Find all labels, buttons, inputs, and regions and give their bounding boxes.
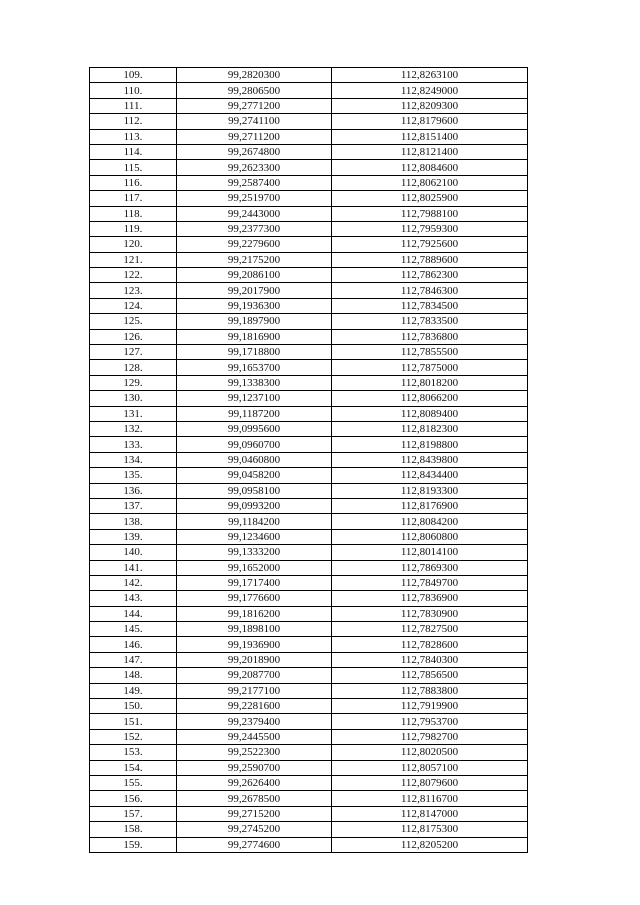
longitude-cell: 99,2741100 xyxy=(177,114,332,129)
point-number-cell: 111. xyxy=(90,98,177,113)
latitude-cell: 112,7925600 xyxy=(332,237,528,252)
latitude-cell: 112,7833500 xyxy=(332,314,528,329)
longitude-cell: 99,2445500 xyxy=(177,729,332,744)
table-row xyxy=(90,345,528,360)
longitude-cell: 99,2626400 xyxy=(177,775,332,790)
latitude-cell: 112,8179600 xyxy=(332,114,528,129)
point-number-cell: 121. xyxy=(90,252,177,267)
latitude-cell: 112,8020500 xyxy=(332,745,528,760)
table-row xyxy=(90,129,528,144)
longitude-cell: 99,2678500 xyxy=(177,791,332,806)
longitude-cell: 99,2623300 xyxy=(177,160,332,175)
table-row xyxy=(90,668,528,683)
table-row xyxy=(90,775,528,790)
latitude-cell: 112,7988100 xyxy=(332,206,528,221)
table-row xyxy=(90,714,528,729)
point-number-cell: 143. xyxy=(90,591,177,606)
latitude-cell: 112,8084200 xyxy=(332,514,528,529)
longitude-cell: 99,2175200 xyxy=(177,252,332,267)
table-row xyxy=(90,806,528,821)
point-number-cell: 152. xyxy=(90,729,177,744)
longitude-cell: 99,2522300 xyxy=(177,745,332,760)
point-number-cell: 157. xyxy=(90,806,177,821)
latitude-cell: 112,8018200 xyxy=(332,375,528,390)
table-row xyxy=(90,268,528,283)
table-row xyxy=(90,252,528,267)
point-number-cell: 150. xyxy=(90,699,177,714)
latitude-cell: 112,7919900 xyxy=(332,699,528,714)
table-row xyxy=(90,160,528,175)
latitude-cell: 112,7840300 xyxy=(332,652,528,667)
coordinate-table-body xyxy=(90,68,528,853)
point-number-cell: 125. xyxy=(90,314,177,329)
point-number-cell: 116. xyxy=(90,175,177,190)
table-row xyxy=(90,729,528,744)
longitude-cell: 99,0958100 xyxy=(177,483,332,498)
longitude-cell: 99,0995600 xyxy=(177,421,332,436)
point-number-cell: 158. xyxy=(90,822,177,837)
point-number-cell: 137. xyxy=(90,498,177,513)
longitude-cell: 99,0960700 xyxy=(177,437,332,452)
point-number-cell: 156. xyxy=(90,791,177,806)
latitude-cell: 112,7846300 xyxy=(332,283,528,298)
latitude-cell: 112,8060800 xyxy=(332,529,528,544)
table-row xyxy=(90,406,528,421)
point-number-cell: 115. xyxy=(90,160,177,175)
longitude-cell: 99,2715200 xyxy=(177,806,332,821)
point-number-cell: 136. xyxy=(90,483,177,498)
latitude-cell: 112,8434400 xyxy=(332,468,528,483)
point-number-cell: 110. xyxy=(90,83,177,98)
latitude-cell: 112,8066200 xyxy=(332,391,528,406)
latitude-cell: 112,8084600 xyxy=(332,160,528,175)
table-row xyxy=(90,560,528,575)
point-number-cell: 113. xyxy=(90,129,177,144)
longitude-cell: 99,2806500 xyxy=(177,83,332,98)
point-number-cell: 149. xyxy=(90,683,177,698)
table-row xyxy=(90,837,528,852)
latitude-cell: 112,8198800 xyxy=(332,437,528,452)
longitude-cell: 99,2674800 xyxy=(177,144,332,159)
latitude-cell: 112,7855500 xyxy=(332,345,528,360)
longitude-cell: 99,1816200 xyxy=(177,606,332,621)
longitude-cell: 99,1234600 xyxy=(177,529,332,544)
table-row xyxy=(90,98,528,113)
latitude-cell: 112,8121400 xyxy=(332,144,528,159)
longitude-cell: 99,2017900 xyxy=(177,283,332,298)
point-number-cell: 142. xyxy=(90,575,177,590)
latitude-cell: 112,8193300 xyxy=(332,483,528,498)
table-row xyxy=(90,221,528,236)
latitude-cell: 112,7875000 xyxy=(332,360,528,375)
point-number-cell: 122. xyxy=(90,268,177,283)
latitude-cell: 112,7836900 xyxy=(332,591,528,606)
table-row xyxy=(90,206,528,221)
longitude-cell: 99,2279600 xyxy=(177,237,332,252)
table-row xyxy=(90,822,528,837)
longitude-cell: 99,2379400 xyxy=(177,714,332,729)
latitude-cell: 112,7830900 xyxy=(332,606,528,621)
point-number-cell: 130. xyxy=(90,391,177,406)
coordinate-table xyxy=(89,67,528,853)
latitude-cell: 112,8182300 xyxy=(332,421,528,436)
latitude-cell: 112,7862300 xyxy=(332,268,528,283)
longitude-cell: 99,2087700 xyxy=(177,668,332,683)
longitude-cell: 99,1936900 xyxy=(177,637,332,652)
point-number-cell: 114. xyxy=(90,144,177,159)
latitude-cell: 112,8439800 xyxy=(332,452,528,467)
table-row xyxy=(90,591,528,606)
latitude-cell: 112,8062100 xyxy=(332,175,528,190)
point-number-cell: 135. xyxy=(90,468,177,483)
latitude-cell: 112,8025900 xyxy=(332,191,528,206)
latitude-cell: 112,8249000 xyxy=(332,83,528,98)
latitude-cell: 112,7834500 xyxy=(332,298,528,313)
table-row xyxy=(90,699,528,714)
longitude-cell: 99,2281600 xyxy=(177,699,332,714)
point-number-cell: 148. xyxy=(90,668,177,683)
table-row xyxy=(90,329,528,344)
point-number-cell: 146. xyxy=(90,637,177,652)
latitude-cell: 112,7953700 xyxy=(332,714,528,729)
point-number-cell: 139. xyxy=(90,529,177,544)
table-row xyxy=(90,606,528,621)
table-row xyxy=(90,191,528,206)
longitude-cell: 99,2018900 xyxy=(177,652,332,667)
table-row xyxy=(90,575,528,590)
point-number-cell: 144. xyxy=(90,606,177,621)
longitude-cell: 99,2443000 xyxy=(177,206,332,221)
table-row xyxy=(90,760,528,775)
point-number-cell: 134. xyxy=(90,452,177,467)
longitude-cell: 99,2711200 xyxy=(177,129,332,144)
table-row xyxy=(90,360,528,375)
point-number-cell: 129. xyxy=(90,375,177,390)
longitude-cell: 99,1816900 xyxy=(177,329,332,344)
latitude-cell: 112,7836800 xyxy=(332,329,528,344)
latitude-cell: 112,8175300 xyxy=(332,822,528,837)
latitude-cell: 112,8263100 xyxy=(332,68,528,83)
table-row xyxy=(90,375,528,390)
table-row xyxy=(90,652,528,667)
latitude-cell: 112,8116700 xyxy=(332,791,528,806)
point-number-cell: 140. xyxy=(90,545,177,560)
point-number-cell: 126. xyxy=(90,329,177,344)
longitude-cell: 99,2177100 xyxy=(177,683,332,698)
latitude-cell: 112,7856500 xyxy=(332,668,528,683)
point-number-cell: 131. xyxy=(90,406,177,421)
longitude-cell: 99,1898100 xyxy=(177,622,332,637)
point-number-cell: 155. xyxy=(90,775,177,790)
latitude-cell: 112,7869300 xyxy=(332,560,528,575)
table-row xyxy=(90,545,528,560)
table-row xyxy=(90,391,528,406)
latitude-cell: 112,8089400 xyxy=(332,406,528,421)
longitude-cell: 99,0993200 xyxy=(177,498,332,513)
longitude-cell: 99,1184200 xyxy=(177,514,332,529)
table-row xyxy=(90,529,528,544)
point-number-cell: 133. xyxy=(90,437,177,452)
latitude-cell: 112,7889600 xyxy=(332,252,528,267)
table-row xyxy=(90,114,528,129)
table-row xyxy=(90,83,528,98)
table-row xyxy=(90,637,528,652)
point-number-cell: 154. xyxy=(90,760,177,775)
latitude-cell: 112,8205200 xyxy=(332,837,528,852)
longitude-cell: 99,1338300 xyxy=(177,375,332,390)
point-number-cell: 118. xyxy=(90,206,177,221)
longitude-cell: 99,2745200 xyxy=(177,822,332,837)
longitude-cell: 99,1718800 xyxy=(177,345,332,360)
table-row xyxy=(90,298,528,313)
point-number-cell: 117. xyxy=(90,191,177,206)
point-number-cell: 124. xyxy=(90,298,177,313)
longitude-cell: 99,1897900 xyxy=(177,314,332,329)
latitude-cell: 112,7827500 xyxy=(332,622,528,637)
point-number-cell: 120. xyxy=(90,237,177,252)
point-number-cell: 138. xyxy=(90,514,177,529)
longitude-cell: 99,2377300 xyxy=(177,221,332,236)
longitude-cell: 99,1653700 xyxy=(177,360,332,375)
table-row xyxy=(90,683,528,698)
longitude-cell: 99,1652000 xyxy=(177,560,332,575)
longitude-cell: 99,2820300 xyxy=(177,68,332,83)
point-number-cell: 128. xyxy=(90,360,177,375)
latitude-cell: 112,8147000 xyxy=(332,806,528,821)
point-number-cell: 127. xyxy=(90,345,177,360)
latitude-cell: 112,8151400 xyxy=(332,129,528,144)
point-number-cell: 132. xyxy=(90,421,177,436)
table-row xyxy=(90,421,528,436)
table-row xyxy=(90,144,528,159)
table-row xyxy=(90,468,528,483)
longitude-cell: 99,2086100 xyxy=(177,268,332,283)
latitude-cell: 112,7828600 xyxy=(332,637,528,652)
table-row xyxy=(90,68,528,83)
point-number-cell: 145. xyxy=(90,622,177,637)
table-row xyxy=(90,452,528,467)
longitude-cell: 99,2587400 xyxy=(177,175,332,190)
table-row xyxy=(90,498,528,513)
latitude-cell: 112,7849700 xyxy=(332,575,528,590)
point-number-cell: 123. xyxy=(90,283,177,298)
longitude-cell: 99,1717400 xyxy=(177,575,332,590)
point-number-cell: 159. xyxy=(90,837,177,852)
longitude-cell: 99,2771200 xyxy=(177,98,332,113)
table-row xyxy=(90,237,528,252)
latitude-cell: 112,8057100 xyxy=(332,760,528,775)
latitude-cell: 112,8209300 xyxy=(332,98,528,113)
point-number-cell: 153. xyxy=(90,745,177,760)
longitude-cell: 99,1776600 xyxy=(177,591,332,606)
point-number-cell: 141. xyxy=(90,560,177,575)
longitude-cell: 99,1237100 xyxy=(177,391,332,406)
latitude-cell: 112,8079600 xyxy=(332,775,528,790)
longitude-cell: 99,1333200 xyxy=(177,545,332,560)
longitude-cell: 99,2519700 xyxy=(177,191,332,206)
table-row xyxy=(90,175,528,190)
point-number-cell: 147. xyxy=(90,652,177,667)
point-number-cell: 112. xyxy=(90,114,177,129)
table-row xyxy=(90,437,528,452)
latitude-cell: 112,8176900 xyxy=(332,498,528,513)
longitude-cell: 99,1936300 xyxy=(177,298,332,313)
table-row xyxy=(90,622,528,637)
latitude-cell: 112,7959300 xyxy=(332,221,528,236)
table-row xyxy=(90,791,528,806)
latitude-cell: 112,7883800 xyxy=(332,683,528,698)
longitude-cell: 99,1187200 xyxy=(177,406,332,421)
point-number-cell: 119. xyxy=(90,221,177,236)
point-number-cell: 109. xyxy=(90,68,177,83)
table-row xyxy=(90,314,528,329)
latitude-cell: 112,7982700 xyxy=(332,729,528,744)
table-row xyxy=(90,745,528,760)
longitude-cell: 99,2590700 xyxy=(177,760,332,775)
longitude-cell: 99,0458200 xyxy=(177,468,332,483)
point-number-cell: 151. xyxy=(90,714,177,729)
longitude-cell: 99,2774600 xyxy=(177,837,332,852)
table-row xyxy=(90,483,528,498)
table-row xyxy=(90,283,528,298)
table-row xyxy=(90,514,528,529)
longitude-cell: 99,0460800 xyxy=(177,452,332,467)
latitude-cell: 112,8014100 xyxy=(332,545,528,560)
